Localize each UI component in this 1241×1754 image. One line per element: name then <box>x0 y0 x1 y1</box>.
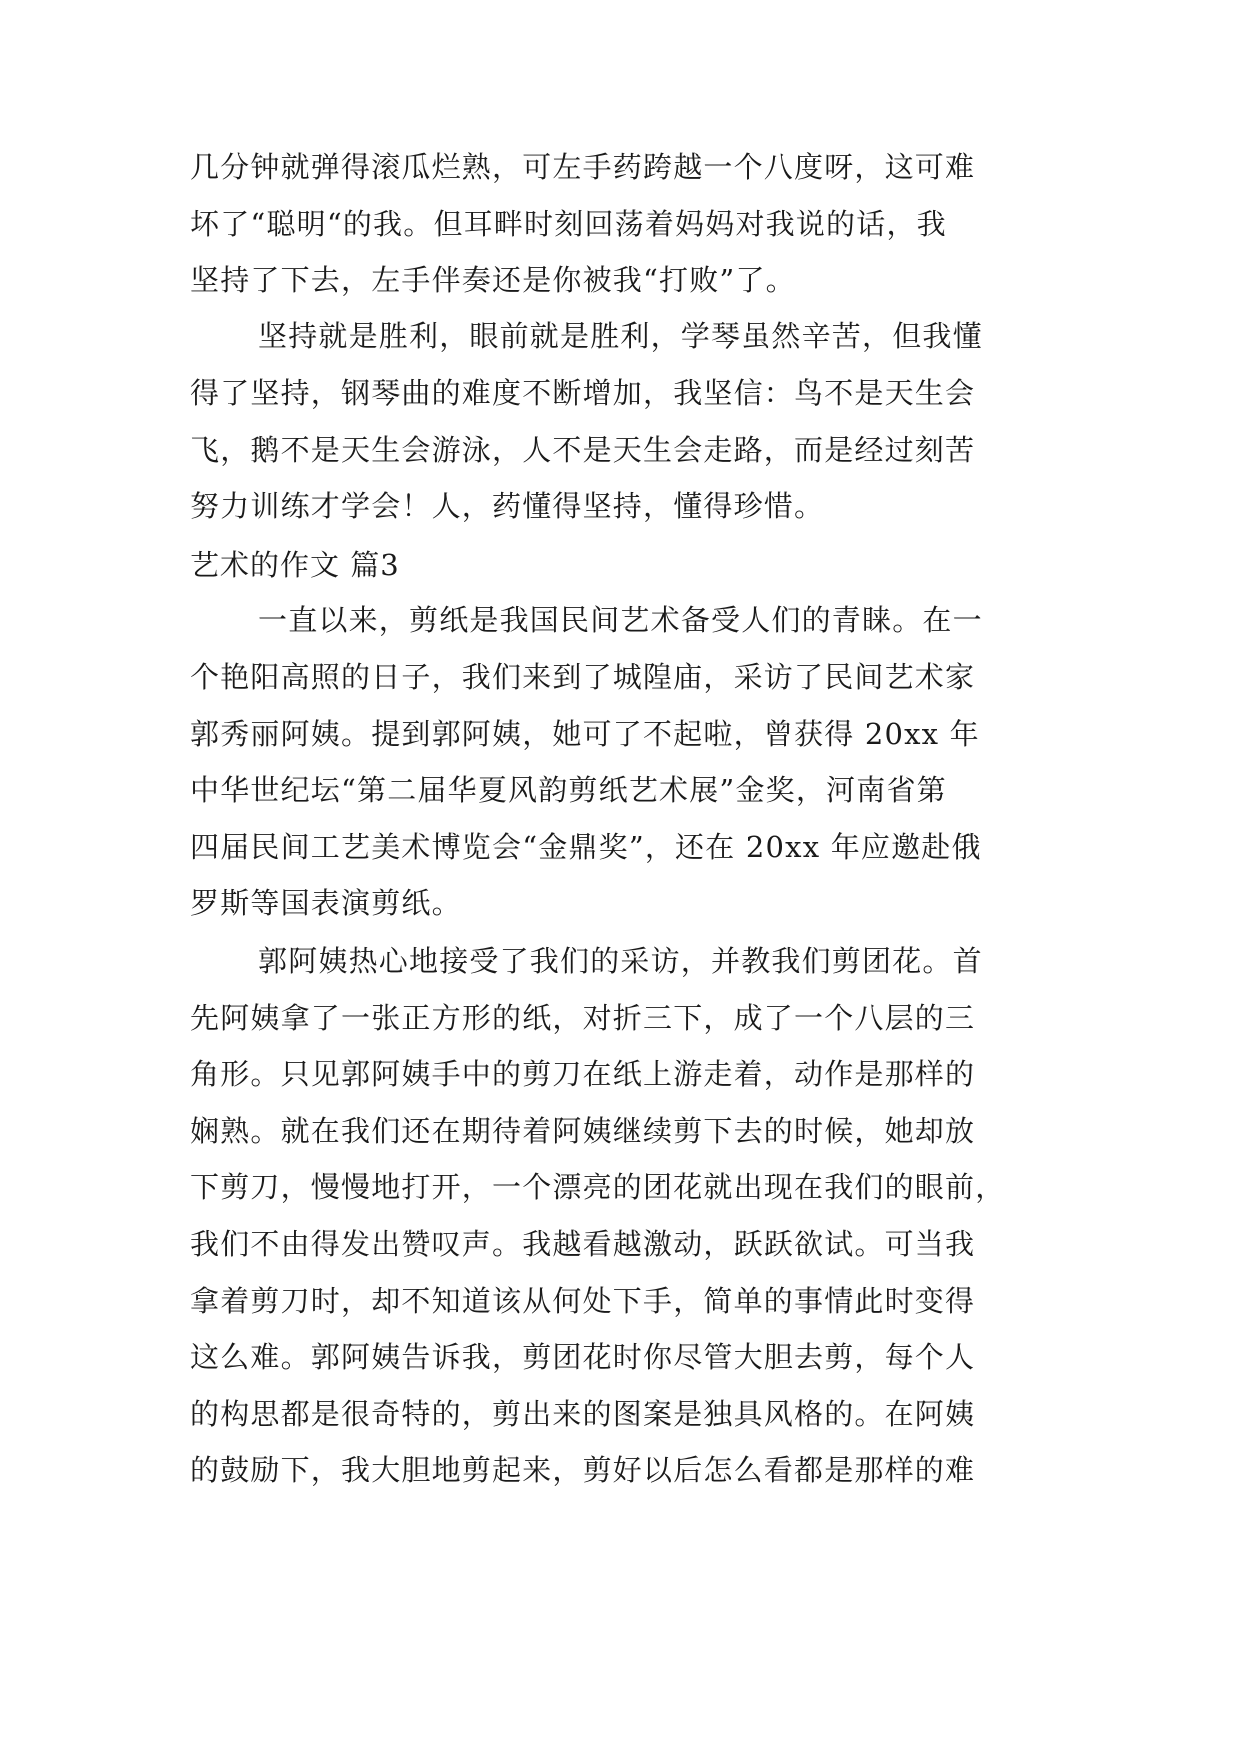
text-line: 的鼓励下，我大胆地剪起来，剪好以后怎么看都是那样的难 <box>190 1453 976 1487</box>
text-line: 坚持了下去，左手伴奏还是你被我“打败”了。 <box>190 263 796 297</box>
text-line: 飞，鹅不是天生会游泳，人不是天生会走路，而是经过刻苦 <box>190 433 976 467</box>
text-line: 拿着剪刀时，却不知道该从何处下手，简单的事情此时变得 <box>190 1284 976 1318</box>
paragraph-first-line: 郭阿姨热心地接受了我们的采访，并教我们剪团花。首 <box>258 944 983 978</box>
text-line: 下剪刀，慢慢地打开，一个漂亮的团花就出现在我们的眼前， <box>190 1170 1006 1204</box>
text-line: 中华世纪坛“第二届华夏风韵剪纸艺术展”金奖，河南省第 <box>190 773 947 807</box>
text-line: 得了坚持，钢琴曲的难度不断增加，我坚信：鸟不是天生会 <box>190 376 976 410</box>
text-line: 罗斯等国表演剪纸。 <box>190 886 462 920</box>
text-line: 坏了“聪明“的我。但耳畔时刻回荡着妈妈对我说的话，我 <box>190 207 947 241</box>
text-line: 角形。只见郭阿姨手中的剪刀在纸上游走着，动作是那样的 <box>190 1057 976 1091</box>
text-line: 个艳阳高照的日子，我们来到了城隍庙，采访了民间艺术家 <box>190 660 976 694</box>
text-line: 的构思都是很奇特的，剪出来的图案是独具风格的。在阿姨 <box>190 1397 976 1431</box>
text-line: 我们不由得发出赞叹声。我越看越激动，跃跃欲试。可当我 <box>190 1227 976 1261</box>
text-line: 四届民间工艺美术博览会“金鼎奖”，还在 20xx 年应邀赴俄 <box>190 830 982 864</box>
text-line: 先阿姨拿了一张正方形的纸，对折三下，成了一个八层的三 <box>190 1001 976 1035</box>
text-line: 努力训练才学会！人，药懂得坚持，懂得珍惜。 <box>190 489 825 523</box>
section-heading: 艺术的作文 篇3 <box>190 548 400 582</box>
paragraph-first-line: 坚持就是胜利，眼前就是胜利，学琴虽然辛苦，但我懂 <box>258 319 983 353</box>
text-line: 郭秀丽阿姨。提到郭阿姨，她可了不起啦，曾获得 20xx 年 <box>190 717 980 751</box>
paragraph-first-line: 一直以来，剪纸是我国民间艺术备受人们的青睐。在一 <box>258 603 983 637</box>
text-line: 几分钟就弹得滚瓜烂熟，可左手药跨越一个八度呀，这可难 <box>190 150 976 184</box>
text-line: 娴熟。就在我们还在期待着阿姨继续剪下去的时候，她却放 <box>190 1114 976 1148</box>
text-line: 这么难。郭阿姨告诉我，剪团花时你尽管大胆去剪，每个人 <box>190 1340 976 1374</box>
